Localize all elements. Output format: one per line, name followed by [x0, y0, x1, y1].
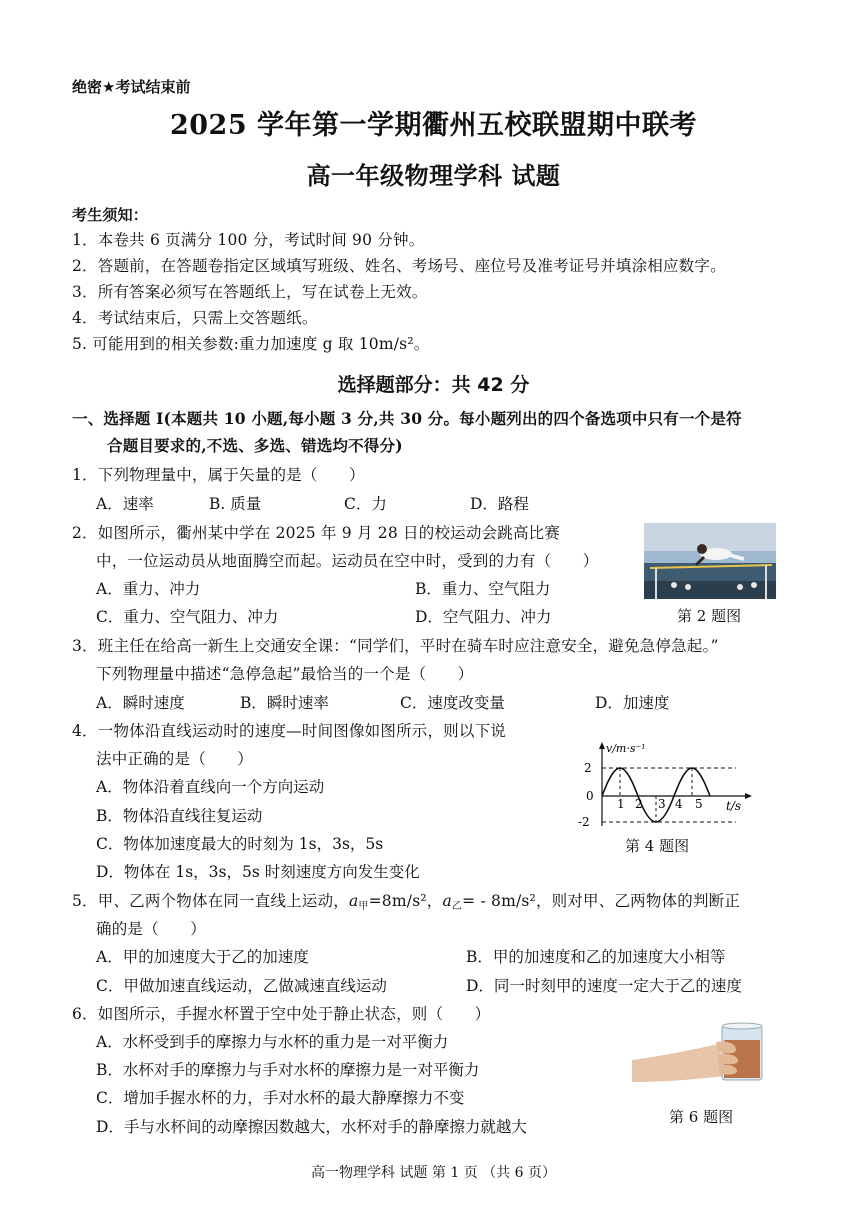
notice-item: 4．考试结束后，只需上交答题纸。 [72, 309, 318, 327]
q5-a-symbol: a [348, 892, 359, 910]
q5-eq2: = - 8m/s²，则对甲、乙两物体的判断正 [462, 892, 741, 910]
exam-subtitle: 高一年级物理学科 试题 [306, 161, 561, 190]
q4-option-d: D．物体在 1s，3s，5s 时刻速度方向发生变化 [96, 863, 420, 881]
section-heading: 一、选择题 I(本题共 10 小题,每小题 3 分,共 30 分。每小题列出的四个备选项中只有一个是符 [72, 409, 742, 428]
q3-option-d: D．加速度 [595, 694, 670, 712]
vt-graph-xlabel: t/s [726, 799, 742, 813]
q5-subscript-yi: 乙 [451, 901, 463, 912]
q3-option-a: A．瞬时速度 [96, 694, 185, 712]
q3-stem-cont: 下列物理量中描述“急停急起”最恰当的一个是（ ） [96, 665, 474, 683]
q2-option-c: C．重力、空气阻力、冲力 [96, 608, 279, 626]
q3-stem: 3．班主任在给高一新生上交通安全课：“同学们，平时在骑车时应注意安全，避免急停急起。” [72, 637, 719, 655]
section-heading-cont: 合题目要求的,不选、多选、错选均不得分) [107, 436, 403, 455]
q5-option-a: A．甲的加速度大于乙的加速度 [96, 948, 309, 966]
q2-option-d: D．空气阻力、冲力 [415, 608, 552, 626]
q5-option-d: D．同一时刻甲的速度一定大于乙的速度 [466, 977, 742, 995]
q2-option-b: B．重力、空气阻力 [415, 580, 551, 598]
q4-option-c: C．物体加速度最大的时刻为 1s，3s，5s [96, 835, 384, 853]
q3-option-c: C．速度改变量 [400, 694, 505, 712]
hand-cup-photo [632, 1020, 772, 1084]
q2-stem: 2．如图所示，衢州某中学在 2025 年 9 月 28 日的校运动会跳高比赛 [72, 524, 561, 542]
q2-option-a: A．重力、冲力 [96, 580, 201, 598]
vt-graph-ytick: 2 [584, 761, 592, 775]
q2-stem-cont: 中，一位运动员从地面腾空而起。运动员在空中时，受到的力有（ ） [96, 552, 599, 570]
q6-stem: 6．如图所示，手握水杯置于空中处于静止状态，则（ ） [72, 1005, 491, 1023]
q1-stem: 1．下列物理量中，属于矢量的是（ ） [72, 466, 365, 484]
q5-option-b: B．甲的加速度和乙的加速度大小相等 [466, 948, 726, 966]
q5-stem-cont: 确的是（ ） [96, 920, 206, 938]
vt-graph-ytick: -2 [578, 815, 590, 829]
vt-graph-ytick: 0 [586, 789, 594, 803]
vt-graph-xtick: 3 [658, 797, 666, 811]
q1-option-c: C．力 [344, 495, 387, 513]
q5-a-symbol: a [442, 892, 452, 910]
notice-item: 5. 可能用到的相关参数:重力加速度 g 取 10m/s²。 [72, 335, 430, 353]
notice-heading: 考生须知： [72, 206, 149, 224]
vt-graph-xtick: 1 [617, 797, 625, 811]
q4-option-a: A．物体沿着直线向一个方向运动 [96, 778, 325, 796]
vt-graph [576, 740, 766, 832]
vt-graph-xtick: 5 [695, 797, 703, 811]
exam-title: 2025 学年第一学期衢州五校联盟期中联考 [169, 110, 698, 141]
q5-subscript-jia: 甲 [358, 901, 369, 912]
q4-stem: 4．一物体沿直线运动时的速度—时间图像如图所示，则以下说 [72, 722, 506, 740]
vt-graph-xtick: 4 [675, 797, 683, 811]
q5-stem [72, 891, 740, 911]
q3-option-b: B．瞬时速率 [240, 694, 329, 712]
notice-item: 2．答题前，在答题卷指定区域填写班级、姓名、考场号、座位号及准考证号并填涂相应数字。 [72, 257, 726, 275]
q6-figure-caption: 第 6 题图 [669, 1108, 734, 1126]
notice-item: 1．本卷共 6 页满分 100 分，考试时间 90 分钟。 [72, 231, 425, 249]
q6-option-d: D．手与水杯间的动摩擦因数越大，水杯对手的静摩擦力就越大 [96, 1118, 527, 1136]
q1-option-a: A．速率 [96, 495, 154, 513]
q4-figure-caption: 第 4 题图 [625, 837, 690, 855]
notice-item: 3．所有答案必须写在答题纸上，写在试卷上无效。 [72, 283, 428, 301]
page-footer: 高一物理学科 试题 第 1 页 （共 6 页） [311, 1165, 556, 1181]
q5-stem-text: 5．甲、乙两个物体在同一直线上运动， [72, 892, 349, 910]
q6-option-c: C．增加手握水杯的力，手对水杯的最大静摩擦力不变 [96, 1089, 465, 1107]
vt-graph-xtick: 2 [635, 797, 643, 811]
q4-option-b: B．物体沿直线往复运动 [96, 807, 263, 825]
part-title: 选择题部分：共 42 分 [337, 374, 530, 396]
q6-option-b: B．水杯对手的摩擦力与手对水杯的摩擦力是一对平衡力 [96, 1061, 480, 1079]
q1-option-b: B. 质量 [209, 495, 262, 513]
q1-option-d: D．路程 [470, 495, 529, 513]
vt-graph-ylabel: v/m·s⁻¹ [606, 742, 646, 755]
q2-figure-caption: 第 2 题图 [677, 607, 742, 625]
q5-eq1: =8m/s²， [368, 892, 443, 910]
q5-option-c: C．甲做加速直线运动，乙做减速直线运动 [96, 977, 387, 995]
q4-stem-cont: 法中正确的是（ ） [96, 750, 254, 768]
q6-option-a: A．水杯受到手的摩擦力与水杯的重力是一对平衡力 [96, 1033, 449, 1051]
high-jump-photo [644, 523, 776, 599]
confidential-label: 绝密★考试结束前 [72, 78, 191, 96]
